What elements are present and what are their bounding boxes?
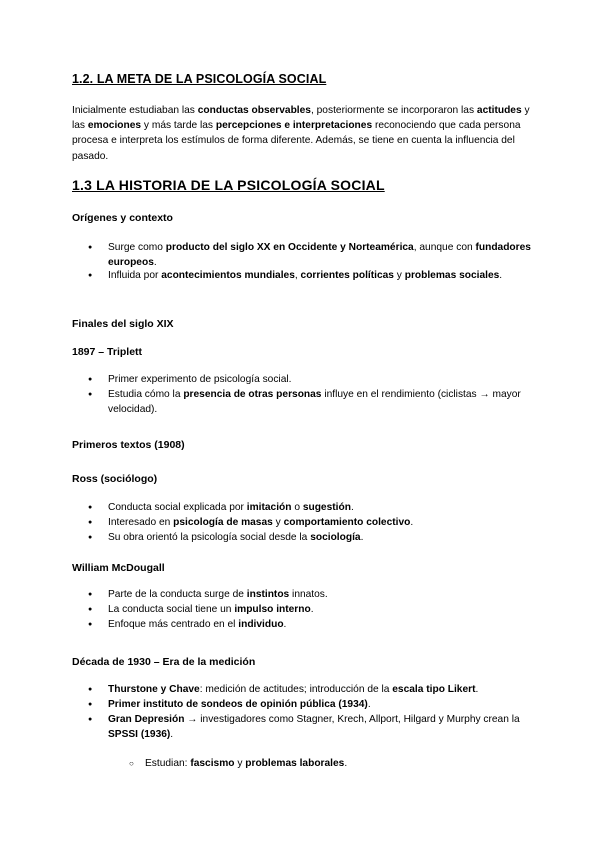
bold-text-run: problemas laborales [245,758,345,769]
text-run: Primer experimento de psicología social. [108,374,292,385]
text-run: y [272,517,284,528]
heading-ross: Ross (sociólogo) [72,473,158,485]
heading-finales-xix: Finales del siglo XIX [72,318,174,330]
bold-text-run: comportamiento colectivo [283,517,411,528]
bold-text-run: emociones [87,120,142,132]
bold-text-run: sugestión [302,502,351,513]
section-1-3-title: 1.3 LA HISTORIA DE LA PSICOLOGÍA SOCIAL [72,177,385,193]
text-run: . [410,517,414,528]
list-item-mcdougall-3 [108,617,538,632]
text-run: , aunque con [413,242,476,253]
text-run: , [294,270,301,281]
heading-origenes: Orígenes y contexto [72,212,173,224]
list-item-ross-2 [108,515,538,530]
text-run: Surge como [108,242,166,253]
list-item-triplett-2 [108,387,538,417]
bold-text-run: conductas observables [197,105,311,116]
text-run: . [170,729,174,741]
text-run: y [234,758,246,769]
text-run: Enfoque más centrado en el [108,619,239,630]
text-run: reconociendo que cada persona procesa e interpreta los estímulos de forma diferente. Además, se tiene en cuenta la influencia del pasado. [72,120,521,162]
text-run: . [350,502,354,513]
text-run: innatos. [289,589,328,600]
list-item-1930-3 [108,712,538,742]
list-item-origenes-1 [108,240,538,270]
bold-text-run: individuo [238,619,284,630]
text-run: o [291,502,303,513]
text-run: . [283,619,287,630]
section-1-2-paragraph [72,103,532,164]
bold-text-run: sociología [310,532,361,543]
list-item-ross-3 [108,530,538,545]
text-run: . [344,758,348,769]
heading-primeros-textos: Primeros textos (1908) [72,439,185,451]
bold-text-run: impulso interno [234,604,311,615]
bold-text-run: Thurstone y Chave [108,684,200,695]
text-run: . [367,699,371,710]
list-item-origenes-2 [108,268,538,283]
bold-text-run: corrientes políticas [300,270,394,281]
bold-text-run: fascismo [190,758,235,769]
list-item-1930-2 [108,697,538,712]
bold-text-run: producto del siglo XX en Occidente y Norteamérica [165,242,414,253]
text-run: . [360,532,364,543]
list-item-mcdougall-2 [108,602,538,617]
text-run: Estudian: [145,758,191,769]
bold-text-run: instintos [246,589,290,600]
text-run: . [310,604,314,615]
text-run: . [499,270,503,281]
text-run: , posteriormente se incorporaron las [310,105,477,116]
text-run: Su obra orientó la psicología social desde la [108,532,311,543]
bold-text-run: SPSSI (1936) [108,729,171,741]
bold-text-run: Gran Depresión [108,714,185,725]
text-run: Interesado en [108,517,174,528]
text-run: Influida por [108,270,162,281]
sub-list-item-1930-1 [145,756,545,771]
heading-mcdougall: William McDougall [72,562,165,574]
bold-text-run: Primer instituto de sondeos de opinión pública (1934) [108,699,368,710]
bold-text-run: percepciones e interpretaciones [215,120,373,132]
text-run: influye en el rendimiento (ciclistas → mayor velocidad). [108,389,521,416]
bold-text-run: fundadores europeos [108,242,531,269]
text-run: La conducta social tiene un [108,604,235,615]
text-run: Estudia cómo la [108,389,184,400]
text-run: : medición de actitudes; introducción de la [199,684,393,695]
text-run: → investigadores como Stagner, Krech, Allport, Hilgard y Murphy crean la [184,714,520,725]
heading-triplett: 1897 – Triplett [72,346,143,358]
heading-decada-1930: Década de 1930 – Era de la medición [72,656,256,668]
list-item-ross-1 [108,500,538,515]
bold-text-run: psicología de masas [173,517,273,528]
list-item-mcdougall-1 [108,587,538,602]
text-run: y las [72,105,530,132]
text-run: Parte de la conducta surge de [108,589,247,600]
list-item-1930-1 [108,682,538,697]
bold-text-run: problemas sociales [404,270,500,281]
text-run: y más tarde las [141,120,216,132]
bold-text-run: acontecimientos mundiales [161,270,295,281]
text-run: Conducta social explicada por [108,502,247,513]
bold-text-run: escala tipo Likert [392,684,476,695]
bold-text-run: imitación [246,502,292,513]
text-run: y [393,270,405,281]
bold-text-run: presencia de otras personas [183,389,322,400]
text-run: Inicialmente estudiaban las [72,105,198,116]
list-item-triplett-1 [108,372,538,387]
text-run: . [475,684,479,695]
text-run: . [153,257,157,269]
section-1-2-title: 1.2. LA META DE LA PSICOLOGÍA SOCIAL [72,72,327,86]
bold-text-run: actitudes [476,105,522,116]
